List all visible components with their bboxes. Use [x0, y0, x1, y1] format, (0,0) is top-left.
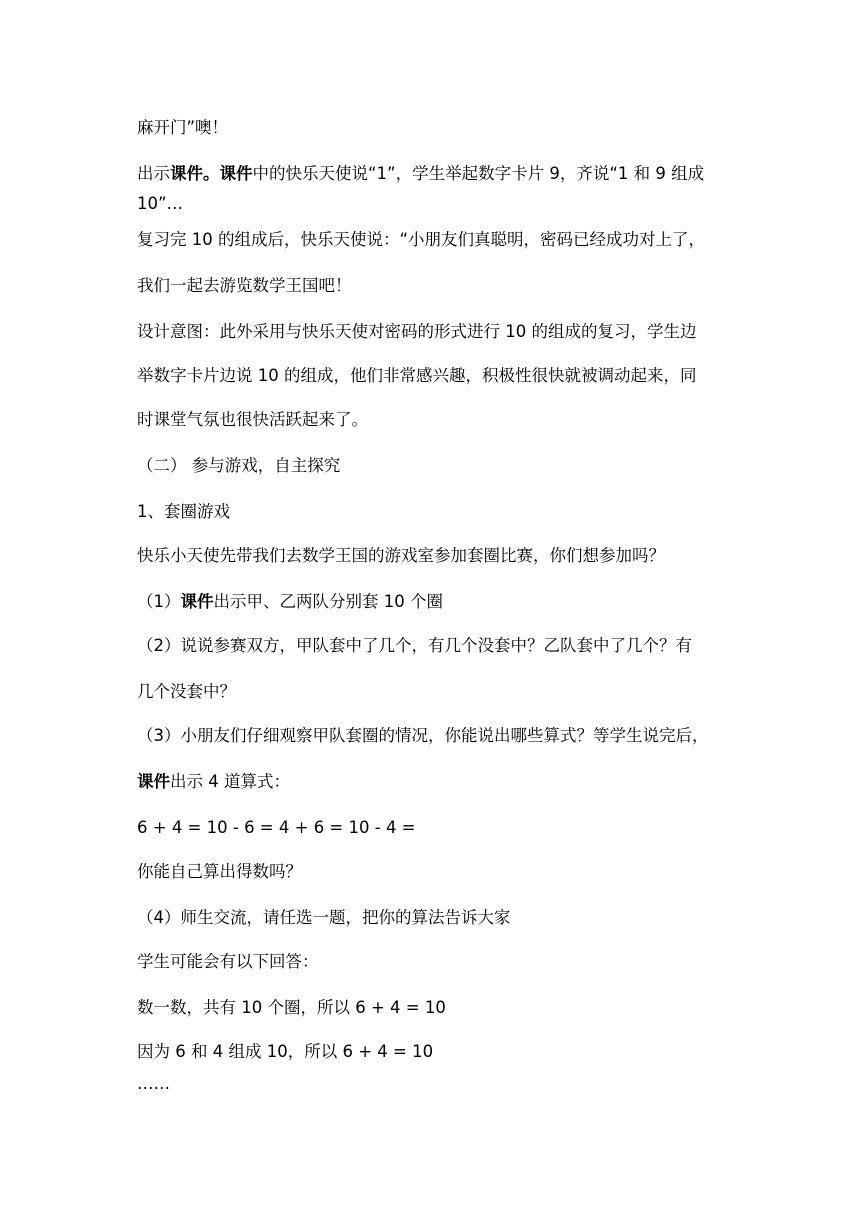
text-line: [137, 592, 443, 612]
text-line: 快乐小天使先带我们去数学王国的游戏室参加套圈比赛，你们想参加吗？: [137, 546, 665, 565]
ellipsis-line: ……: [137, 1074, 170, 1093]
bold-term: 。: [203, 164, 220, 183]
text-line: 你能自己算出得数吗？: [137, 862, 302, 881]
text-run: 出示甲、乙两队分别套 10 个圈: [213, 592, 443, 611]
text-line: （2）说说参赛双方，甲队套中了几个，有几个没套中？乙队套中了几个？有: [137, 636, 692, 655]
text-line: 时课堂气氛也很快活跃起来了。: [137, 410, 368, 429]
text-run: 出示: [137, 164, 170, 183]
bold-term: 课件: [170, 164, 203, 183]
text-run: （1）: [137, 592, 181, 611]
text-line: 几个没套中？: [137, 682, 236, 701]
subsection-heading: 1、套圈游戏: [137, 502, 230, 521]
text-line: 我们一起去游览数学王国吧！: [137, 276, 352, 295]
text-line: 因为 6 和 4 组成 10，所以 6 + 4 = 10: [137, 1042, 434, 1061]
text-line: （4）师生交流，请任选一题，把你的算法告诉大家: [137, 908, 511, 927]
text-line: 设计意图：此外采用与快乐天使对密码的形式进行 10 的组成的复习，学生边: [137, 322, 697, 341]
text-run: 出示 4 道算式：: [170, 772, 290, 791]
text-line: 数一数，共有 10 个圈，所以 6 + 4 = 10: [137, 998, 446, 1017]
text-line: 10”…: [137, 194, 184, 213]
bold-term: 课件: [219, 164, 253, 183]
text-line: 复习完 10 的组成后，快乐天使说：“小朋友们真聪明，密码已经成功对上了，: [137, 230, 706, 249]
bold-term: 课件: [137, 772, 170, 791]
text-line: （3）小朋友们仔细观察甲队套圈的情况，你能说出哪些算式？等学生说完后，: [137, 726, 709, 745]
section-heading: （二） 参与游戏，自主探究: [137, 456, 341, 475]
text-line: 学生可能会有以下回答：: [137, 952, 319, 971]
bold-term: 课件: [180, 592, 214, 611]
text-line: [137, 164, 704, 184]
equation-line: 6 + 4 = 10 - 6 = 4 + 6 = 10 - 4 =: [137, 818, 416, 837]
text-line: 举数字卡片边说 10 的组成，他们非常感兴趣，积极性很快就被调动起来，同: [137, 366, 697, 385]
text-line: 麻开门”噢！: [137, 118, 229, 137]
text-run: 中的快乐天使说“1”，学生举起数字卡片 9，齐说“1 和 9 组成: [252, 164, 705, 183]
text-line: [137, 772, 290, 792]
